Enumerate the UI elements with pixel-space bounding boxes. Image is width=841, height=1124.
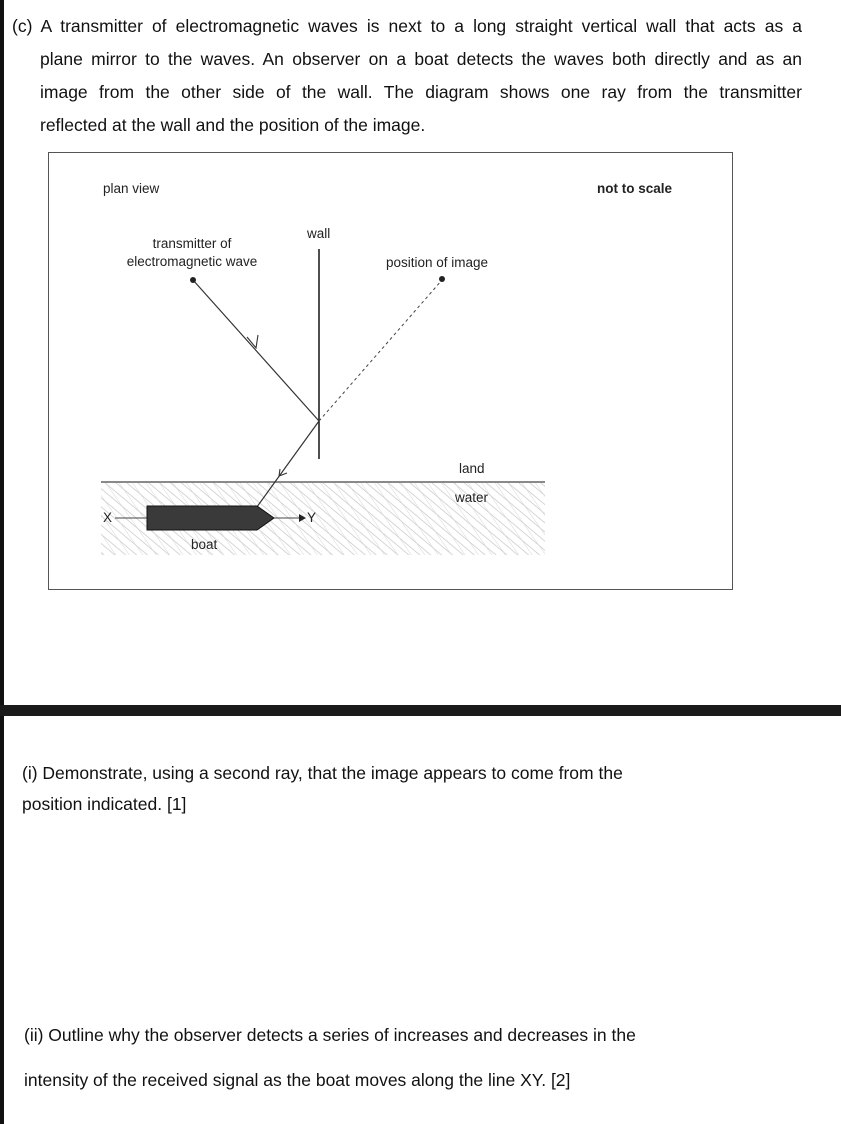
question-i-line-1: (i) Demonstrate, using a second ray, that the image appears to come from the — [22, 763, 623, 783]
diagram-drawing — [49, 153, 734, 591]
water-label: water — [455, 490, 489, 505]
not-to-scale-label: not to scale — [597, 181, 673, 196]
question-part-i — [22, 758, 623, 820]
question-c-line-2: plane mirror to the waves. An observer on a boat detects the waves both directly and as an — [40, 49, 802, 69]
wall-label: wall — [307, 226, 331, 241]
plan-view-label: plan view — [103, 181, 160, 196]
land-label: land — [459, 461, 485, 476]
transmitter-label-line-1: transmitter of — [152, 236, 232, 251]
question-c-line-3: image from the other side of the wall. The diagram shows one ray from the transmitter — [40, 82, 802, 102]
section-divider — [0, 705, 841, 716]
left-margin-rule — [0, 0, 4, 705]
question-part-c — [12, 10, 802, 142]
question-ii-line-1: (ii) Outline why the observer detects a series of increases and decreases in the — [24, 1025, 636, 1045]
image-dashed-line — [319, 280, 442, 421]
boat-label: boat — [191, 537, 218, 552]
incident-ray — [193, 280, 319, 421]
question-part-ii — [24, 1013, 636, 1103]
x-label: X — [103, 510, 113, 525]
image-point — [439, 276, 445, 282]
y-label: Y — [307, 510, 317, 525]
question-c-line-4: reflected at the wall and the position of the image. — [40, 115, 426, 135]
question-ii-line-2: intensity of the received signal as the boat moves along the line XY. [2] — [24, 1070, 571, 1090]
transmitter-label-line-2: electromagnetic wave — [126, 254, 258, 269]
left-margin-rule-lower — [0, 716, 4, 1124]
transmitter-point — [190, 277, 196, 283]
position-of-image-label: position of image — [386, 255, 489, 270]
boat-hull — [147, 506, 274, 530]
question-i-line-2: position indicated. [1] — [22, 794, 187, 814]
question-c-line-1: (c) A transmitter of electromagnetic waves is next to a long straight vertical wall that acts as a — [12, 16, 802, 36]
wall-reflection-diagram — [48, 152, 733, 590]
